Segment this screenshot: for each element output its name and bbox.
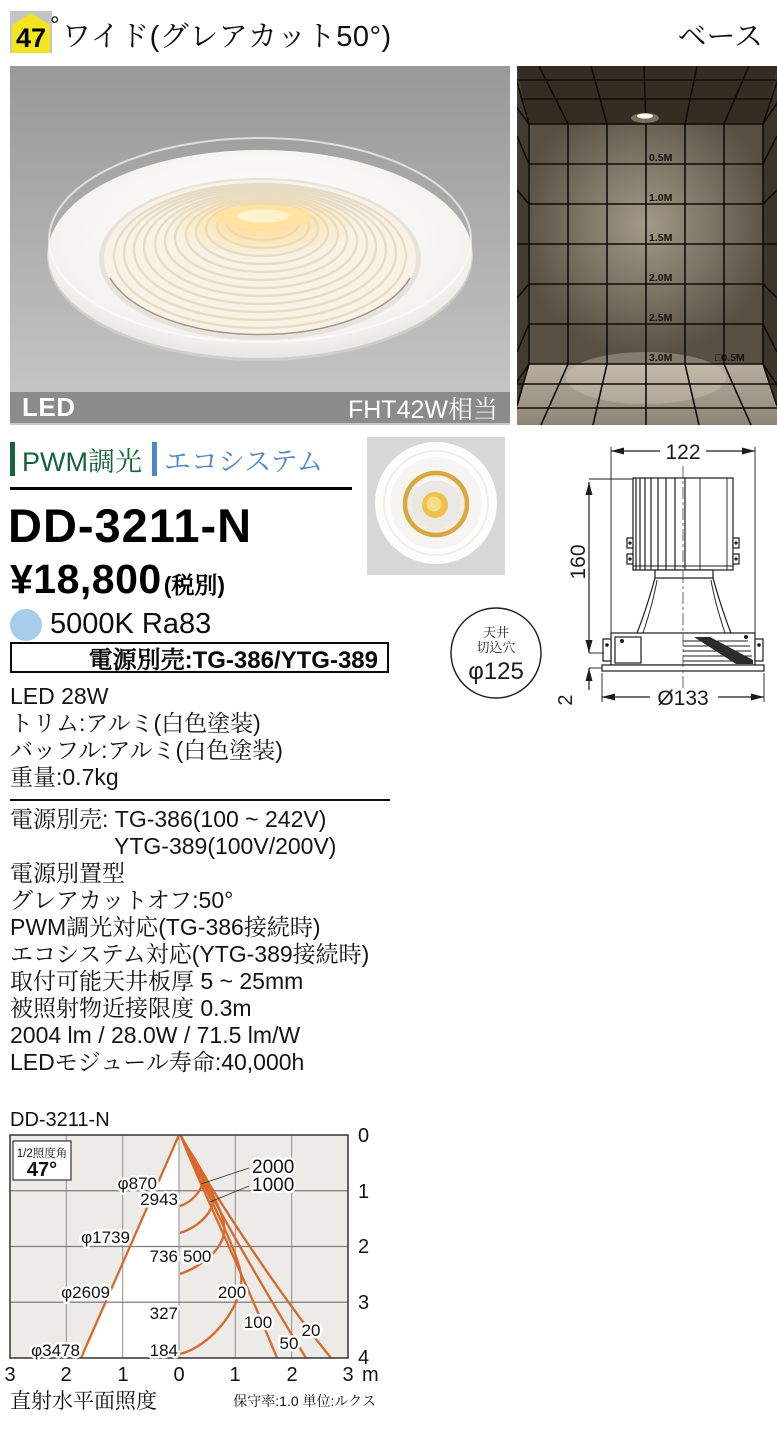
cutout-label-2: 切込穴 [476,640,516,655]
spec-line: 電源別売: TG-386(100 ~ 242V) [10,806,327,832]
page-title: ワイド(グレアカット50°) [62,21,392,53]
center-lux-label: 736 [149,1247,178,1266]
spec-line: PWM調光対応(TG-386接続時) [10,914,321,940]
spec-line: 被照射物近接限度 0.3m [10,995,252,1021]
room-depth-label: 1.5M [649,232,673,244]
x-unit: m [362,1364,379,1386]
dim-height-label: 160 [567,544,590,580]
spec-line: YTG-389(100V/200V) [114,833,337,859]
cutout-label-1: 天井 [482,625,510,640]
beam-angle-degree: ° [50,12,60,39]
x-tick: 3 [342,1364,354,1386]
lamp-type-bar [10,392,510,423]
beam-angle-badge [10,11,52,53]
y-tick: 0 [358,1125,370,1147]
model-number: DD-3211-N [8,499,253,552]
chart-title: DD-3211-N [10,1109,110,1131]
x-tick: 2 [60,1364,72,1386]
isolux-label: 1000 [252,1175,295,1196]
center-lux-label: 327 [149,1304,178,1323]
x-tick: 0 [173,1364,185,1386]
color-temp-label: 5000K Ra83 [50,608,212,640]
chart-footer-right: 保守率:1.0 単位:ルクス [233,1393,376,1409]
isolux-label: 50 [279,1334,299,1353]
isolux-label: 100 [243,1313,273,1332]
beam-angle-value: 47 [15,23,47,53]
spec-line: トリム:アルミ(白色塗装) [10,710,261,736]
light-distribution-photo [517,66,777,425]
spec-line: 電源別置型 [10,860,125,886]
chart-footer-left: 直射水平面照度 [10,1390,157,1413]
photometric-chart [0,1105,400,1448]
center-lux-label: 184 [149,1341,178,1360]
isolux-label: 500 [183,1247,212,1266]
half-angle-value: 47° [26,1159,58,1181]
y-tick: 3 [358,1292,370,1314]
feature-pwm-bar [10,442,15,476]
center-lux-label: 2943 [140,1190,178,1209]
isolux-label: 200 [217,1283,247,1302]
y-tick: 1 [358,1181,370,1203]
product-photo-image [10,66,510,425]
dimension-drawing [430,435,777,720]
color-temp-row [10,608,211,641]
divider-thick [10,487,352,490]
price: ¥18,800 [10,556,162,602]
spec-line: エコシステム対応(YTG-389接続時) [10,941,370,967]
feature-eco-bar [152,442,157,476]
spec-line: グレアカットオフ:50° [10,887,234,913]
half-angle-label: 1/2照度角 [16,1148,68,1160]
isolux-label: 20 [301,1321,321,1340]
beam-dia-label: φ1739 [81,1228,130,1247]
beam-dia-label: φ3478 [31,1341,80,1360]
dim-plate-label: 2 [555,694,577,706]
spec-list-1 [10,683,410,791]
dim-width-label: 122 [665,441,701,464]
feature-eco-label: エコシステム [164,446,324,477]
spec-list-2 [10,806,410,1076]
color-temp-swatch [10,609,42,641]
isolux-label: 2000 [252,1157,295,1178]
x-tick: 1 [229,1364,241,1386]
feature-eco [152,441,323,477]
beam-dia-label: φ2609 [61,1283,110,1302]
room-photo-image [517,66,777,425]
spec-line: 重量:0.7kg [10,764,119,790]
room-depth-label: 0.5M [649,152,673,164]
divider-thin [10,799,390,801]
spec-line: バッフル:アルミ(白色塗装) [10,737,283,763]
power-supply-box [10,642,389,673]
led-label: LED [22,392,76,422]
x-tick: 1 [117,1364,129,1386]
room-depth-label: 2.5M [649,312,673,324]
dimension-drawing-image [430,435,777,720]
room-scale-label: □0.5M [715,352,745,364]
y-tick: 4 [358,1347,370,1369]
spec-line: 2004 lm / 28.0W / 71.5 lm/W [10,1022,301,1048]
beam-dia-label: φ870 [117,1174,157,1193]
photometric-chart-image [0,1105,400,1448]
room-depth-label: 2.0M [649,272,673,284]
y-tick: 2 [358,1236,370,1258]
power-supply-label: 電源別売:TG-386/YTG-389 [88,647,378,674]
room-depth-label: 3.0M [649,352,673,364]
product-photo [10,66,510,425]
price-row [10,556,225,603]
tax-note: (税別) [163,572,226,598]
x-tick: 3 [4,1364,16,1386]
cutout-diameter-label: φ125 [468,658,524,685]
category-label: ベース [677,21,763,53]
spec-line: 取付可能天井板厚 5 ~ 25mm [10,968,304,994]
dim-diameter-label: Ø133 [657,687,709,710]
spec-line: LEDモジュール寿命:40,000h [10,1049,305,1075]
feature-pwm [10,441,142,477]
equivalent-label: FHT42W相当 [347,395,498,424]
spec-line: LED 28W [10,683,109,709]
room-depth-label: 1.0M [649,192,673,204]
feature-pwm-label: PWM調光 [22,446,142,477]
x-tick: 2 [286,1364,298,1386]
